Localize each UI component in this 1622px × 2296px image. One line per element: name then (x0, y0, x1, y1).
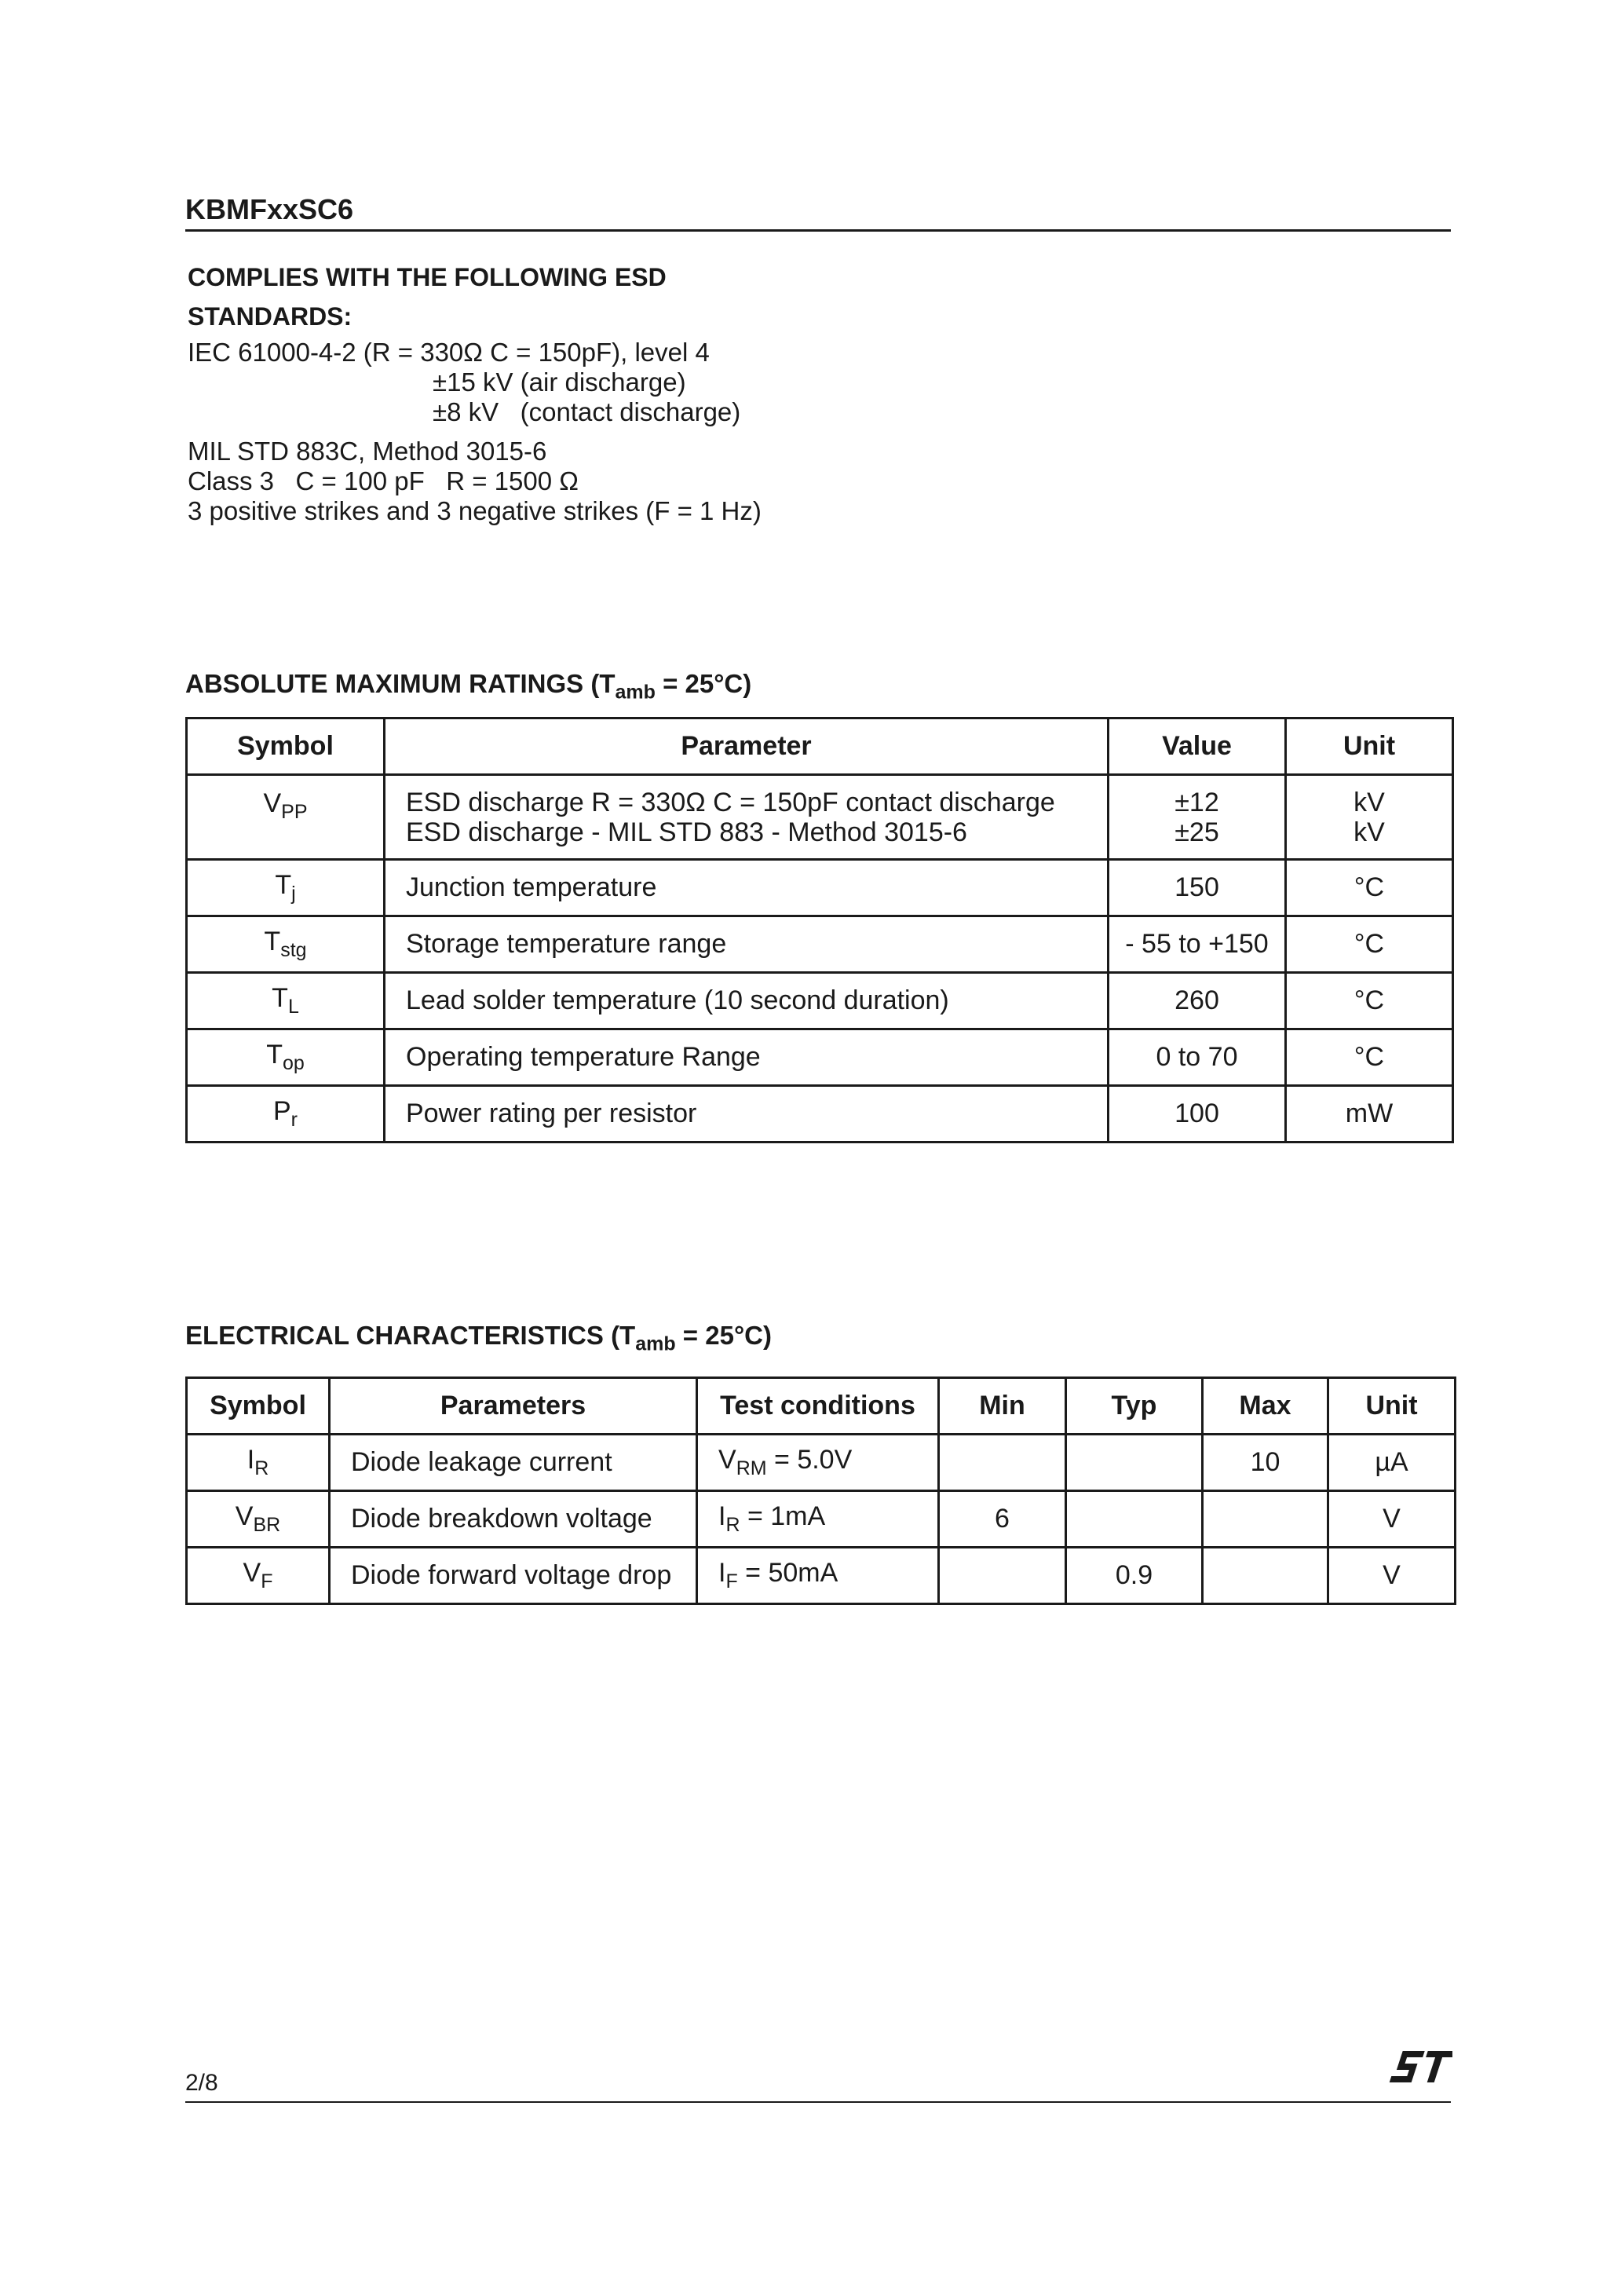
unit-cell: µA (1328, 1435, 1456, 1491)
mil-line3: 3 positive strikes and 3 negative strikes (F = 1 Hz) (188, 496, 762, 525)
unit-cell: kV kV (1286, 775, 1453, 860)
table-row (187, 775, 1453, 860)
max-cell (1203, 1548, 1328, 1604)
page-number: 2/8 (185, 2070, 218, 2096)
symbol-cell: $P_r$ (187, 1086, 385, 1143)
value-cell: 260 (1109, 973, 1286, 1029)
test-condition-cell: $I_R = 1mA$ (697, 1491, 939, 1548)
max-cell (1203, 1491, 1328, 1548)
amr-header-value: Value (1109, 718, 1286, 775)
unit-cell: mW (1286, 1086, 1453, 1143)
esd-heading-line2: STANDARDS: (188, 302, 353, 331)
header-rule (185, 229, 1451, 232)
unit-cell: °C (1286, 860, 1453, 916)
iec-line3: ±8 kV (contact discharge) (433, 397, 741, 426)
footer-rule (185, 2101, 1451, 2103)
elec-header-unit: Unit (1328, 1378, 1456, 1435)
max-cell: 10 (1203, 1435, 1328, 1491)
table-row (187, 1029, 1453, 1086)
unit-cell: V (1328, 1491, 1456, 1548)
test-condition-cell: $I_F = 50mA$ (697, 1548, 939, 1604)
unit-cell: °C (1286, 973, 1453, 1029)
typ-cell (1066, 1491, 1203, 1548)
min-cell (939, 1435, 1066, 1491)
value-cell: 100 (1109, 1086, 1286, 1143)
elec-title: ELECTRICAL CHARACTERISTICS $(T_{amb} = 25^\circ C)$ (185, 1321, 772, 1355)
symbol-cell: $V_{PP}$ (187, 775, 385, 860)
symbol-cell: $I_R$ (187, 1435, 330, 1491)
esd-heading-line1: COMPLIES WITH THE FOLLOWING ESD (188, 263, 667, 291)
parameter-cell: Junction temperature (385, 860, 1109, 916)
elec-header-min: Min (939, 1378, 1066, 1435)
table-row (187, 1086, 1453, 1143)
typ-cell (1066, 1435, 1203, 1491)
value-cell: ±12 ±25 (1109, 775, 1286, 860)
parameter-cell: Diode breakdown voltage (330, 1491, 697, 1548)
mil-line2: Class 3 C = 100 pF R = 1500 Ω (188, 466, 579, 495)
table-row (187, 1548, 1456, 1604)
elec-header-typ: Typ (1066, 1378, 1203, 1435)
parameter-cell: Operating temperature Range (385, 1029, 1109, 1086)
iec-line1: IEC 61000-4-2 (R = 330Ω C = 150pF), level 4 (188, 338, 710, 367)
unit-cell: °C (1286, 916, 1453, 973)
parameter-cell: ESD discharge R = 330Ω C = 150pF contact discharge ESD discharge - MIL STD 883 - Method 3015-6 (385, 775, 1109, 860)
symbol-cell: $T_{op}$ (187, 1029, 385, 1086)
elec-header-symbol: Symbol (187, 1378, 330, 1435)
symbol-cell: $T_j$ (187, 860, 385, 916)
st-logo-icon (1388, 2048, 1452, 2089)
parameter-cell: Power rating per resistor (385, 1086, 1109, 1143)
table-row (187, 973, 1453, 1029)
table-row (187, 1491, 1456, 1548)
amr-header-symbol: Symbol (187, 718, 385, 775)
table-row (187, 860, 1453, 916)
elec-header-parameters: Parameters (330, 1378, 697, 1435)
test-condition-cell: $V_{RM} = 5.0V$ (697, 1435, 939, 1491)
symbol-cell: $T_L$ (187, 973, 385, 1029)
amr-table (185, 717, 1454, 1143)
amr-header-parameter: Parameter (385, 718, 1109, 775)
unit-cell: V (1328, 1548, 1456, 1604)
amr-header-unit: Unit (1286, 718, 1453, 775)
table-row (187, 916, 1453, 973)
elec-header-test: Test conditions (697, 1378, 939, 1435)
table-row (187, 1435, 1456, 1491)
parameter-cell: Lead solder temperature (10 second duration) (385, 973, 1109, 1029)
value-cell: 0 to 70 (1109, 1029, 1286, 1086)
parameter-cell: Diode leakage current (330, 1435, 697, 1491)
elec-header-row (187, 1378, 1456, 1435)
mil-line1: MIL STD 883C, Method 3015-6 (188, 437, 547, 466)
elec-header-max: Max (1203, 1378, 1328, 1435)
value-cell: - 55 to +150 (1109, 916, 1286, 973)
amr-title: ABSOLUTE MAXIMUM RATINGS $(T_{amb} = 25^\circ C)$ (185, 669, 752, 704)
typ-cell: 0.9 (1066, 1548, 1203, 1604)
min-cell: 6 (939, 1491, 1066, 1548)
amr-header-row (187, 718, 1453, 775)
min-cell (939, 1548, 1066, 1604)
iec-line2: ±15 kV (air discharge) (433, 367, 686, 397)
esd-standards-block (188, 258, 973, 526)
parameter-cell: Storage temperature range (385, 916, 1109, 973)
elec-table (185, 1377, 1456, 1605)
symbol-cell: $T_{stg}$ (187, 916, 385, 973)
unit-cell: °C (1286, 1029, 1453, 1086)
symbol-cell: $V_F$ (187, 1548, 330, 1604)
symbol-cell: $V_{BR}$ (187, 1491, 330, 1548)
document-title: KBMFxxSC6 (185, 193, 354, 225)
value-cell: 150 (1109, 860, 1286, 916)
parameter-cell: Diode forward voltage drop (330, 1548, 697, 1604)
